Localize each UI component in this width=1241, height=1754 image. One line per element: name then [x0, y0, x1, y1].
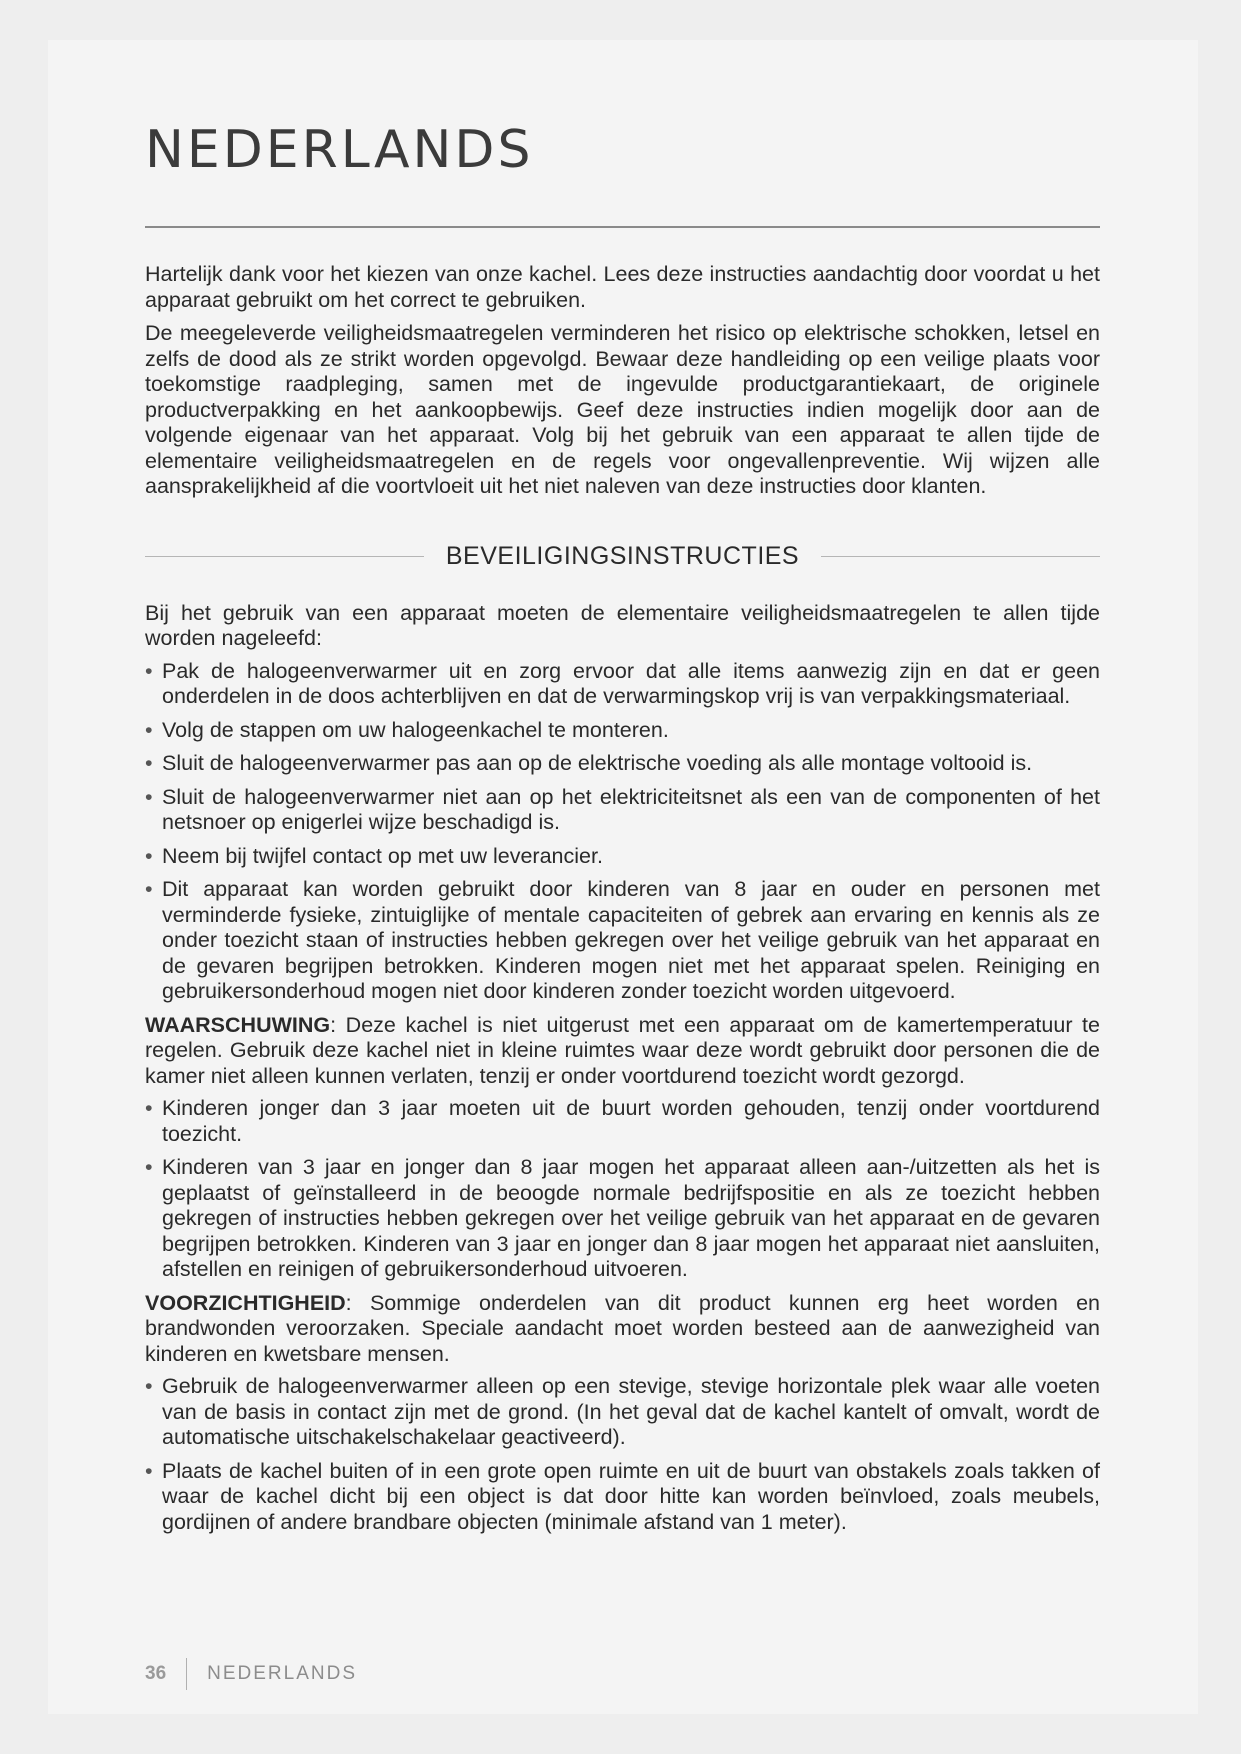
list-item: • Sluit de halogeenverwarmer niet aan op het elektriciteitsnet als een van de componenten of het netsnoer op enigerlei wijze beschadigd is.: [145, 785, 1100, 836]
list-item: • Pak de halogeenverwarmer uit en zorg ervoor dat alle items aanwezig zijn en dat er geen onderdelen in de doos achterblijven en dat de verwarmingskop vrij is van verpakkingsmateriaal.: [145, 659, 1100, 710]
caution-text: : Sommige onderdelen van dit product kunnen erg heet worden en brandwonden veroorzaken. Speciale aandacht moet worden besteed aan de aanwezigheid van kinderen en kwetsbare mensen.: [145, 1290, 1100, 1366]
page-title: NEDERLANDS: [145, 120, 534, 180]
list-item: • Plaats de kachel buiten of in een grote open ruimte en uit de buurt van obstakels zoals takken of waar de kachel dicht bij een object is dat door hitte kan worden beïnvloed, zoals meubels, gordijnen of andere brandbare objecten (minimale afstand van 1 meter).: [145, 1459, 1100, 1536]
content: [145, 120, 1100, 1543]
intro-paragraph-2: De meegeleverde veiligheidsmaatregelen verminderen het risico op elektrische schokken, letsel en zelfs de dood als ze strikt worden opgevolgd. Bewaar deze handleiding op een veilige plaats voor toekomstige raadpleging, samen met de ingevulde productgarantiekaart, de originele productverpakking en het aankoopbewijs. Geef deze instructies indien mogelijk door aan de volgende eigenaar van het apparaat. Volg bij het gebruik van een apparaat te allen tijde de elementaire veiligheidsmaatregelen en de regels voor ongevallenpreventie. Wij wijzen alle aansprakelijkheid af die voortvloeit uit het niet naleven van deze instructies door klanten.: [145, 321, 1100, 498]
footer-label: NEDERLANDS: [207, 1663, 358, 1684]
bullet-list-1: [145, 659, 1100, 1005]
list-item: • Volg de stappen om uw halogeenkachel te monteren.: [145, 718, 1100, 744]
footer-divider: [186, 1658, 187, 1690]
list-item: • Gebruik de halogeenverwarmer alleen op een stevige, stevige horizontale plek waar alle voeten van de basis in contact zijn met de grond. (In het geval dat de kachel kantelt of omvalt, wordt de automatische uitschakelschakelaar geactiveerd).: [145, 1374, 1100, 1451]
section-title: BEVEILIGINGSINSTRUCTIES: [445, 541, 800, 570]
list-item: • Dit apparaat kan worden gebruikt door kinderen van 8 jaar en ouder en personen met verminderde fysieke, zintuiglijke of mentale capaciteiten of gebrek aan ervaring en kennis als ze onder toezicht staan of instructies hebben gekregen over het veilige gebruik van het apparaat en de gevaren begrijpen betrokken. Kinderen mogen niet met het apparaat spelen. Reiniging en gebruikersonderhoud mogen niet door kinderen zonder toezicht worden uitgevoerd.: [145, 877, 1100, 1005]
heading-rule-right: [821, 556, 1100, 557]
bullet-list-2: [145, 1096, 1100, 1283]
list-item: • Kinderen jonger dan 3 jaar moeten uit de buurt worden gehouden, tenzij onder voortdurend toezicht.: [145, 1096, 1100, 1147]
intro: [145, 262, 1100, 500]
warning-text: : Deze kachel is niet uitgerust met een apparaat om de kamertemperatuur te regelen. Gebruik deze kachel niet in kleine ruimtes waar deze wordt gebruikt door personen die de kamer niet alleen kunnen verlaten, tenzij er onder voortdurend toezicht wordt gezorgd.: [145, 1012, 1100, 1088]
list-item: • Sluit de halogeenverwarmer pas aan op de elektrische voeding als alle montage voltooid is.: [145, 751, 1100, 777]
warning-label: WAARSCHUWING: [145, 1012, 331, 1037]
caution-paragraph: [145, 1291, 1100, 1368]
heading-rule-left: [145, 556, 424, 557]
warning-paragraph: [145, 1013, 1100, 1090]
bullet-list-3: [145, 1374, 1100, 1535]
title-divider: [145, 226, 1100, 228]
section-lead: Bij het gebruik van een apparaat moeten de elementaire veiligheidsmaatregelen te allen tijde worden nageleefd:: [145, 600, 1100, 650]
page-number: 36: [145, 1663, 167, 1684]
caution-label: VOORZICHTIGHEID: [145, 1290, 346, 1315]
page-footer: [145, 1658, 357, 1690]
section-heading: [145, 542, 1100, 571]
list-item: • Neem bij twijfel contact op met uw leverancier.: [145, 844, 1100, 870]
list-item: • Kinderen van 3 jaar en jonger dan 8 jaar mogen het apparaat alleen aan-/uitzetten als het is geplaatst of geïnstalleerd in de beoogde normale bedrijfspositie en als ze toezicht hebben gekregen of instructies hebben gekregen over het veilige gebruik van het apparaat en de gevaren begrijpen betrokken. Kinderen van 3 jaar en jonger dan 8 jaar mogen het apparaat niet aansluiten, afstellen en reinigen of gebruikersonderhoud uitvoeren.: [145, 1155, 1100, 1283]
intro-paragraph-1: Hartelijk dank voor het kiezen van onze kachel. Lees deze instructies aandachtig door voordat u het apparaat gebruikt om het correct te gebruiken.: [145, 262, 1100, 312]
